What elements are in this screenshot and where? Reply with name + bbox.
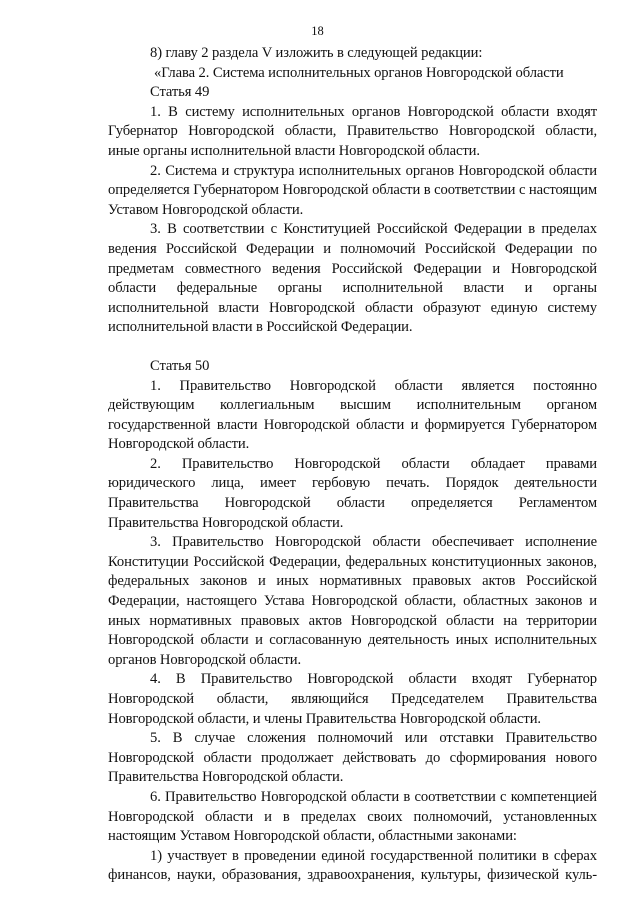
amendment-intro: 8) главу 2 раздела V изложить в следующей редакции: <box>150 45 483 61</box>
article-title: Статья 50 <box>150 357 210 374</box>
article-paragraph: 4. В Правительство Новгородской области входят Губернатор Новгородской области, являющийся Председателем Правительства Новгородской области, и члены Правительства Новгородской области. <box>108 671 597 727</box>
article-paragraph: 1) участвует в проведении единой государственной политики в сферах финансов, науки, образования, здравоохранения, культуры, физической куль- <box>108 847 597 884</box>
article-49 <box>108 83 597 338</box>
article-title: Статья 49 <box>150 84 210 101</box>
document-body <box>108 44 597 886</box>
article-paragraph: 2. Правительство Новгородской области обладает правами юридического лица, имеет гербовую печать. Порядок деятельности Правительства Новгородской области определяется Регламентом Правительства Новгородской области. <box>108 455 597 531</box>
article-paragraph: 2. Система и структура исполнительных органов Новгородской области определяется Губернатором Новгородской области в соответствии с настоящим Уставом Новгородской области. <box>108 162 597 218</box>
article-paragraph: 1. В систему исполнительных органов Новгородской области входят Губернатор Новгородской области, Правительство Новгородской области, иные органы исполнительной власти Новгородской области. <box>108 103 597 159</box>
chapter-heading: «Глава 2. Система исполнительных органов Новгородской области <box>154 64 564 81</box>
article-50 <box>108 357 597 886</box>
article-paragraph: 5. В случае сложения полномочий или отставки Правительство Новгородской области продолжает действовать до сформирования нового Правительства Новгородской области. <box>108 730 597 786</box>
article-paragraph: 3. Правительство Новгородской области обеспечивает исполнение Конституции Российской Федерации, федеральных конституционных законов, федеральных законов и иных нормативных правовых актов Российской Федерации, настоящего Устава Новгородской области, областных законов и иных нормативных правовых актов Новгородской области на территории Новгородской области и согласованную деятельность иных исполнительных органов Новгородской области. <box>108 534 597 668</box>
page-number: 18 <box>311 24 324 38</box>
article-paragraph: 6. Правительство Новгородской области в соответствии с компетенцией Новгородской области и в пределах своих полномочий, установленных настоящим Уставом Новгородской области, областными законами: <box>108 788 597 845</box>
article-spacer <box>108 338 597 357</box>
article-paragraph: 3. В соответствии с Конституцией Российской Федерации в пределах ведения Российской Федерации и полномочий Российской Федерации по предметам совместного ведения Российской Федерации и Новгородской области федеральные органы исполнительной власти и органы исполнительной власти Новгородской области образуют единую систему исполнительной власти в Российской Федерации. <box>108 221 597 336</box>
article-paragraph: 1. Правительство Новгородской области является постоянно действующим коллегиальным высшим исполнительным органом государственной власти Новгородской области и формируется Губернатором Новгородской области. <box>108 377 597 453</box>
